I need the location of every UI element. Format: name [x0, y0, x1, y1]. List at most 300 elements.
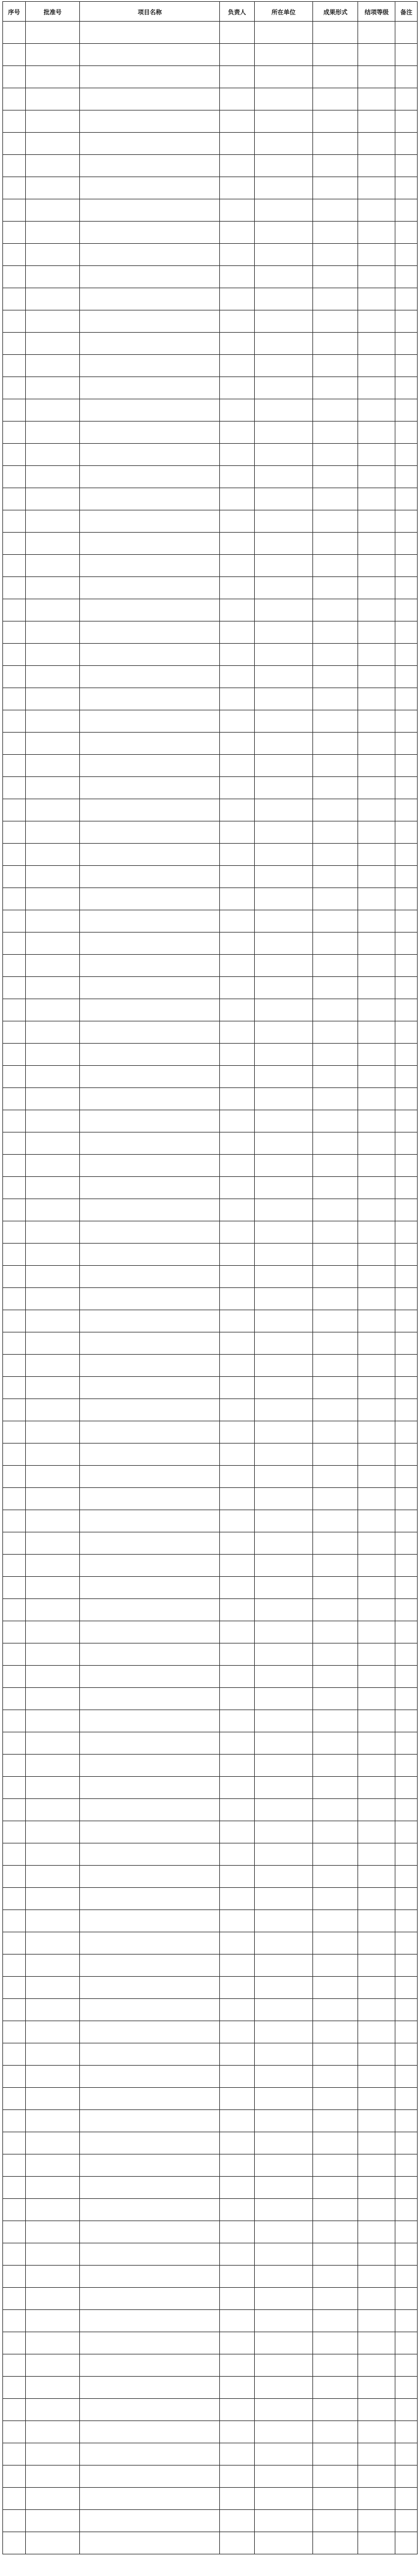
table-cell: [254, 133, 312, 155]
table-cell: [80, 533, 220, 555]
table-cell: [358, 577, 395, 599]
table-cell: [395, 1466, 418, 1488]
table-cell: [80, 1244, 220, 1266]
table-cell: [358, 2443, 395, 2466]
table-cell: [313, 866, 358, 888]
table-cell: [254, 2488, 312, 2510]
table-cell: [395, 1021, 418, 1044]
table-cell: [80, 1843, 220, 1866]
table-cell: [80, 1377, 220, 1399]
table-cell: [395, 955, 418, 977]
table-cell: [3, 1310, 26, 1332]
table-cell: [395, 1821, 418, 1843]
table-cell: [358, 177, 395, 199]
header-seq: 序号: [3, 2, 26, 22]
table-row: [3, 844, 418, 866]
table-cell: [254, 1866, 312, 1888]
table-cell: [3, 1932, 26, 1955]
table-cell: [358, 710, 395, 733]
table-cell: [25, 1177, 80, 1199]
table-cell: [3, 2132, 26, 2154]
table-cell: [25, 2332, 80, 2354]
table-cell: [313, 399, 358, 422]
table-cell: [313, 355, 358, 377]
table-cell: [358, 1732, 395, 1755]
table-cell: [25, 866, 80, 888]
table-cell: [358, 1999, 395, 2021]
table-cell: [313, 1110, 358, 1132]
table-cell: [80, 799, 220, 821]
table-cell: [358, 44, 395, 66]
table-cell: [25, 466, 80, 488]
table-cell: [25, 177, 80, 199]
table-cell: [220, 199, 255, 222]
table-cell: [80, 755, 220, 777]
table-cell: [254, 2221, 312, 2243]
table-cell: [25, 333, 80, 355]
table-cell: [80, 266, 220, 288]
table-cell: [80, 955, 220, 977]
table-cell: [80, 1510, 220, 1532]
table-cell: [3, 1332, 26, 1355]
table-cell: [358, 1843, 395, 1866]
table-cell: [3, 510, 26, 533]
table-cell: [254, 777, 312, 799]
table-cell: [80, 110, 220, 133]
table-cell: [220, 177, 255, 199]
table-cell: [395, 1266, 418, 1288]
table-cell: [80, 1332, 220, 1355]
table-cell: [3, 2043, 26, 2066]
table-cell: [220, 2310, 255, 2332]
table-cell: [254, 866, 312, 888]
table-cell: [220, 2466, 255, 2488]
table-cell: [358, 22, 395, 44]
table-cell: [25, 1110, 80, 1132]
table-cell: [3, 710, 26, 733]
table-cell: [358, 2043, 395, 2066]
table-row: [3, 2088, 418, 2110]
table-cell: [80, 1710, 220, 1732]
table-cell: [25, 2443, 80, 2466]
table-cell: [80, 1399, 220, 1421]
table-cell: [25, 755, 80, 777]
table-cell: [80, 66, 220, 88]
table-cell: [395, 2488, 418, 2510]
table-cell: [395, 1444, 418, 1466]
table-cell: [313, 1955, 358, 1977]
table-cell: [3, 155, 26, 177]
table-cell: [313, 1599, 358, 1621]
table-row: [3, 2066, 418, 2088]
table-cell: [313, 1132, 358, 1155]
table-cell: [25, 1132, 80, 1155]
table-cell: [313, 2088, 358, 2110]
table-cell: [25, 1221, 80, 1244]
table-row: [3, 955, 418, 977]
table-cell: [80, 1577, 220, 1599]
table-cell: [395, 422, 418, 444]
table-row: [3, 1244, 418, 1266]
table-cell: [358, 755, 395, 777]
table-cell: [80, 2466, 220, 2488]
table-cell: [220, 288, 255, 310]
table-cell: [220, 1310, 255, 1332]
table-cell: [358, 2532, 395, 2554]
table-row: [3, 1977, 418, 1999]
table-cell: [220, 2421, 255, 2443]
table-cell: [25, 422, 80, 444]
table-cell: [254, 1799, 312, 1821]
table-cell: [395, 1244, 418, 1266]
table-cell: [25, 1288, 80, 1310]
table-cell: [3, 1355, 26, 1377]
table-cell: [395, 288, 418, 310]
table-cell: [254, 1444, 312, 1466]
table-cell: [220, 2377, 255, 2399]
table-cell: [395, 1666, 418, 1688]
table-cell: [395, 1066, 418, 1088]
table-cell: [25, 1666, 80, 1688]
table-cell: [3, 1999, 26, 2021]
table-cell: [25, 1266, 80, 1288]
table-cell: [80, 199, 220, 222]
table-row: [3, 821, 418, 844]
table-cell: [80, 688, 220, 710]
table-cell: [80, 155, 220, 177]
table-cell: [80, 1532, 220, 1555]
table-row: [3, 1755, 418, 1777]
table-cell: [313, 2377, 358, 2399]
table-cell: [358, 2066, 395, 2088]
table-cell: [395, 1355, 418, 1377]
table-cell: [25, 66, 80, 88]
table-cell: [358, 955, 395, 977]
table-cell: [220, 444, 255, 466]
table-cell: [25, 1621, 80, 1643]
table-cell: [395, 1510, 418, 1532]
table-cell: [3, 688, 26, 710]
table-cell: [358, 1643, 395, 1666]
table-cell: [220, 1821, 255, 1843]
table-cell: [313, 1643, 358, 1666]
table-cell: [395, 1710, 418, 1732]
table-cell: [25, 1866, 80, 1888]
table-cell: [254, 1999, 312, 2021]
table-cell: [358, 866, 395, 888]
table-cell: [80, 288, 220, 310]
table-row: [3, 1266, 418, 1288]
table-cell: [25, 1710, 80, 1732]
table-row: [3, 666, 418, 688]
table-cell: [25, 1466, 80, 1488]
table-cell: [25, 621, 80, 644]
table-row: [3, 710, 418, 733]
table-cell: [220, 1843, 255, 1866]
table-cell: [220, 88, 255, 110]
table-cell: [3, 2177, 26, 2199]
table-row: [3, 1044, 418, 1066]
table-cell: [254, 2110, 312, 2132]
table-cell: [358, 2488, 395, 2510]
table-cell: [220, 110, 255, 133]
table-cell: [395, 555, 418, 577]
table-row: [3, 2043, 418, 2066]
table-cell: [80, 2266, 220, 2288]
table-body: [3, 22, 418, 2554]
table-cell: [358, 1932, 395, 1955]
table-cell: [80, 1355, 220, 1377]
table-cell: [254, 666, 312, 688]
table-cell: [313, 799, 358, 821]
table-cell: [25, 1421, 80, 1444]
table-cell: [80, 2243, 220, 2266]
table-cell: [80, 2132, 220, 2154]
table-cell: [395, 1177, 418, 1199]
table-cell: [3, 1221, 26, 1244]
table-cell: [25, 2221, 80, 2243]
table-cell: [80, 577, 220, 599]
table-cell: [254, 2310, 312, 2332]
table-row: [3, 199, 418, 222]
table-cell: [358, 510, 395, 533]
table-cell: [25, 599, 80, 621]
table-cell: [80, 1799, 220, 1821]
table-cell: [395, 799, 418, 821]
table-cell: [80, 1444, 220, 1466]
table-row: [3, 866, 418, 888]
table-cell: [25, 2021, 80, 2043]
table-cell: [80, 2421, 220, 2443]
table-cell: [25, 2288, 80, 2310]
table-cell: [358, 2177, 395, 2199]
table-cell: [254, 577, 312, 599]
table-cell: [395, 2221, 418, 2243]
table-cell: [220, 1755, 255, 1777]
table-cell: [313, 1310, 358, 1332]
table-cell: [313, 755, 358, 777]
table-cell: [358, 2266, 395, 2288]
table-cell: [220, 1866, 255, 1888]
table-cell: [395, 466, 418, 488]
table-cell: [25, 1488, 80, 1510]
table-cell: [254, 2421, 312, 2443]
table-cell: [254, 510, 312, 533]
table-cell: [358, 222, 395, 244]
table-cell: [220, 244, 255, 266]
table-cell: [313, 133, 358, 155]
table-cell: [358, 2021, 395, 2043]
table-cell: [395, 2066, 418, 2088]
table-cell: [3, 2399, 26, 2421]
table-cell: [3, 1088, 26, 1110]
table-cell: [220, 2043, 255, 2066]
table-cell: [3, 799, 26, 821]
table-row: [3, 1399, 418, 1421]
table-cell: [254, 1155, 312, 1177]
table-cell: [395, 1421, 418, 1444]
table-cell: [313, 1244, 358, 1266]
table-cell: [313, 2488, 358, 2510]
table-cell: [25, 1821, 80, 1843]
table-cell: [313, 177, 358, 199]
table-cell: [358, 1510, 395, 1532]
table-row: [3, 2532, 418, 2554]
table-cell: [220, 999, 255, 1021]
table-cell: [3, 310, 26, 333]
table-cell: [254, 1777, 312, 1799]
table-cell: [254, 1288, 312, 1310]
table-cell: [3, 355, 26, 377]
table-cell: [313, 577, 358, 599]
table-cell: [395, 1199, 418, 1221]
table-cell: [25, 644, 80, 666]
table-cell: [395, 1599, 418, 1621]
table-cell: [313, 1799, 358, 1821]
table-cell: [3, 1044, 26, 1066]
table-cell: [25, 488, 80, 510]
table-cell: [313, 155, 358, 177]
table-cell: [25, 910, 80, 933]
table-cell: [254, 1821, 312, 1843]
table-cell: [3, 1977, 26, 1999]
header-approval-no: 批准号: [25, 2, 80, 22]
table-cell: [25, 1355, 80, 1377]
table-cell: [25, 1044, 80, 1066]
table-cell: [254, 733, 312, 755]
table-cell: [220, 133, 255, 155]
table-cell: [358, 1399, 395, 1421]
table-cell: [80, 2043, 220, 2066]
table-cell: [313, 1577, 358, 1599]
table-cell: [358, 1110, 395, 1132]
table-cell: [395, 1999, 418, 2021]
table-row: [3, 422, 418, 444]
table-cell: [254, 310, 312, 333]
table-row: [3, 1510, 418, 1532]
table-cell: [313, 1999, 358, 2021]
table-row: [3, 1421, 418, 1444]
table-cell: [254, 1066, 312, 1088]
table-cell: [25, 2088, 80, 2110]
table-cell: [358, 1910, 395, 1932]
table-row: [3, 1777, 418, 1799]
table-cell: [358, 2243, 395, 2266]
table-cell: [80, 133, 220, 155]
table-cell: [313, 2066, 358, 2088]
table-cell: [254, 1710, 312, 1732]
table-cell: [220, 1332, 255, 1355]
table-row: [3, 2510, 418, 2532]
table-cell: [3, 177, 26, 199]
table-cell: [3, 1288, 26, 1310]
table-cell: [220, 533, 255, 555]
table-cell: [358, 777, 395, 799]
table-cell: [313, 2510, 358, 2532]
table-cell: [395, 2021, 418, 2043]
table-cell: [313, 266, 358, 288]
table-cell: [3, 2310, 26, 2332]
table-cell: [220, 422, 255, 444]
table-cell: [3, 844, 26, 866]
table-cell: [25, 1444, 80, 1466]
table-cell: [395, 333, 418, 355]
table-cell: [254, 844, 312, 866]
table-row: [3, 1888, 418, 1910]
table-cell: [80, 1688, 220, 1710]
table-cell: [254, 88, 312, 110]
table-cell: [358, 2466, 395, 2488]
table-cell: [3, 2377, 26, 2399]
table-cell: [313, 1377, 358, 1399]
table-cell: [395, 2043, 418, 2066]
table-cell: [80, 1421, 220, 1444]
table-cell: [254, 1310, 312, 1332]
table-cell: [220, 1955, 255, 1977]
table-cell: [313, 110, 358, 133]
header-result-form: 成果形式: [313, 2, 358, 22]
table-cell: [254, 688, 312, 710]
table-row: [3, 777, 418, 799]
table-cell: [80, 1777, 220, 1799]
table-cell: [220, 710, 255, 733]
table-row: [3, 266, 418, 288]
table-row: [3, 2288, 418, 2310]
table-cell: [220, 2154, 255, 2177]
table-cell: [395, 1399, 418, 1421]
table-cell: [80, 2510, 220, 2532]
table-row: [3, 44, 418, 66]
table-cell: [80, 2221, 220, 2243]
table-cell: [220, 466, 255, 488]
table-cell: [25, 533, 80, 555]
table-cell: [80, 444, 220, 466]
table-cell: [220, 377, 255, 399]
table-cell: [358, 1199, 395, 1221]
table-cell: [254, 110, 312, 133]
table-cell: [254, 333, 312, 355]
table-cell: [313, 88, 358, 110]
table-cell: [80, 2199, 220, 2221]
table-cell: [313, 2399, 358, 2421]
table-cell: [395, 44, 418, 66]
table-cell: [220, 1732, 255, 1755]
table-row: [3, 2332, 418, 2354]
table-cell: [313, 2466, 358, 2488]
table-cell: [80, 733, 220, 755]
table-cell: [254, 1199, 312, 1221]
table-cell: [220, 888, 255, 910]
table-cell: [80, 88, 220, 110]
table-cell: [313, 2243, 358, 2266]
table-row: [3, 1843, 418, 1866]
table-cell: [254, 199, 312, 222]
table-cell: [313, 2132, 358, 2154]
table-cell: [358, 599, 395, 621]
table-cell: [220, 1910, 255, 1932]
table-cell: [3, 1799, 26, 1821]
table-cell: [3, 1666, 26, 1688]
table-cell: [220, 2199, 255, 2221]
table-cell: [80, 2288, 220, 2310]
table-cell: [395, 933, 418, 955]
table-cell: [80, 1044, 220, 1066]
table-cell: [220, 1932, 255, 1955]
table-cell: [254, 1044, 312, 1066]
table-cell: [358, 266, 395, 288]
table-cell: [3, 599, 26, 621]
table-cell: [80, 999, 220, 1021]
